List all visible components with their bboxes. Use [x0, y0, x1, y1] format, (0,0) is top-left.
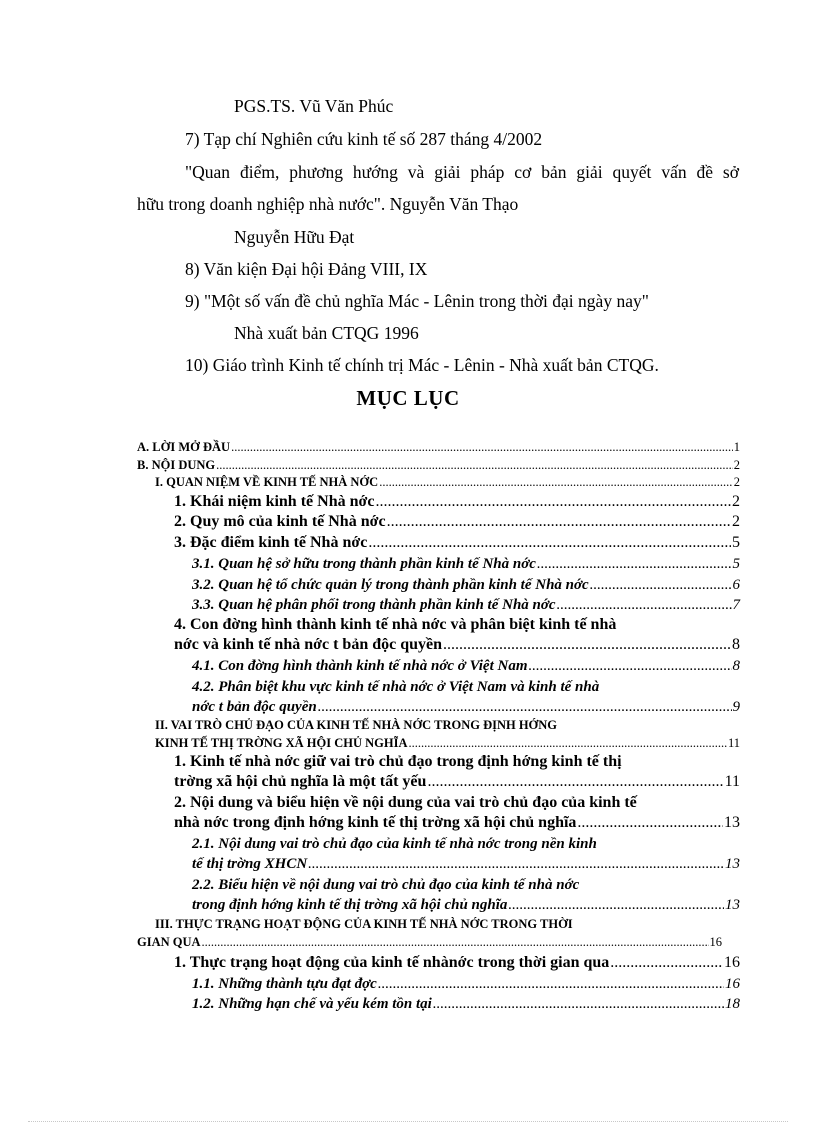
reference-author-line: Nguyễn Hữu Đạt [234, 227, 355, 247]
toc-entry-line1[interactable]: 4.2. Phân biệt khu vực kinh tế nhà nớc ở Việt Nam và kinh tế nhà [192, 679, 600, 695]
toc-entry[interactable]: 3.2. Quan hệ tổ chức quản lý trong thành phần kinh tế Nhà nớc ..... 6 [192, 576, 740, 594]
toc-entry-line1[interactable]: II. VAI TRÒ CHỦ ĐẠO CỦA KINH TẾ NHÀ NỚC TRONG ĐỊNH HỚNG [155, 718, 558, 732]
toc-entry[interactable]: 1.1. Những thành tựu đạt đợc ..... 16 [192, 975, 740, 993]
toc-entry[interactable]: 1. Khái niệm kinh tế Nhà nớc ..... 2 [174, 493, 740, 511]
toc-entry[interactable]: trờng xã hội chủ nghĩa là một tất yếu ..... 11 [174, 773, 740, 791]
toc-entry-line1[interactable]: 4. Con đờng hình thành kinh tế nhà nớc và phân biệt kinh tế nhà [174, 616, 617, 633]
page-bottom-divider [28, 1121, 788, 1122]
toc-entry[interactable]: B. NỘI DUNG ..... 2 [137, 458, 740, 472]
reference-item-7: 7) Tạp chí Nghiên cứu kinh tế số 287 tháng 4/2002 [185, 129, 543, 149]
toc-entry[interactable]: A. LỜI MỞ ĐẦU ..... 1 [137, 440, 740, 454]
reference-item-8: 8) Văn kiện Đại hội Đảng VIII, IX [185, 259, 428, 279]
toc-entry[interactable]: GIAN QUA ..... 16 [137, 935, 722, 949]
toc-entry[interactable]: 3.3. Quan hệ phân phối trong thành phần kinh tế Nhà nớc ..... 7 [192, 596, 740, 614]
toc-entry[interactable]: 4.1. Con đờng hình thành kinh tế nhà nớc ở Việt Nam ..... 8 [192, 657, 740, 675]
toc-entry[interactable]: nhà nớc trong định hớng kinh tế thị trờng xã hội chủ nghĩa ..... 13 [174, 814, 740, 832]
toc-entry[interactable]: 2. Quy mô của kinh tế Nhà nớc ..... 2 [174, 513, 740, 531]
toc-entry[interactable]: 1.2. Những hạn chế và yếu kém tồn tại ..... 18 [192, 995, 740, 1013]
toc-entry[interactable]: nớc và kinh tế nhà nớc t bản độc quyền ..... 8 [174, 636, 740, 654]
toc-entry-line1[interactable]: III. THỰC TRẠNG HOẠT ĐỘNG CỦA KINH TẾ NHÀ NỚC TRONG THỜI [155, 917, 573, 931]
toc-entry[interactable]: KINH TẾ THỊ TRỜNG XÃ HỘI CHỦ NGHĨA ..... 11 [155, 736, 740, 750]
toc-entry[interactable]: 1. Thực trạng hoạt động của kinh tế nhànớc trong thời gian qua ..... 16 [174, 954, 740, 972]
toc-entry[interactable]: tế thị trờng XHCN ..... 13 [192, 855, 740, 873]
reference-item-10: 10) Giáo trình Kinh tế chính trị Mác - Lênin - Nhà xuất bản CTQG. [185, 355, 659, 375]
toc-entry[interactable]: nớc t bản độc quyền ..... 9 [192, 698, 740, 716]
toc-entry[interactable]: 3. Đặc điểm kinh tế Nhà nớc ..... 5 [174, 534, 740, 552]
toc-entry[interactable]: 3.1. Quan hệ sở hữu trong thành phần kinh tế Nhà nớc ..... 5 [192, 555, 740, 573]
toc-entry-line1[interactable]: 2. Nội dung và biểu hiện về nội dung của vai trò chủ đạo của kinh tế [174, 794, 637, 811]
reference-quote-line: "Quan điểm, phương hướng và giải pháp cơ bản giải quyết vấn đề sở [185, 162, 739, 182]
toc-title: MỤC LỤC [356, 386, 460, 410]
reference-item-9: 9) "Một số vấn đề chủ nghĩa Mác - Lênin trong thời đại ngày nay" [185, 291, 649, 311]
reference-publisher-line: Nhà xuất bản CTQG 1996 [234, 323, 419, 343]
reference-author-line: PGS.TS. Vũ Văn Phúc [234, 96, 394, 116]
toc-entry[interactable]: I. QUAN NIỆM VỀ KINH TẾ NHÀ NỚC ..... 2 [155, 475, 740, 489]
toc-entry-line1[interactable]: 1. Kinh tế nhà nớc giữ vai trò chủ đạo trong định hớng kinh tế thị [174, 753, 622, 770]
toc-entry-line1[interactable]: 2.2. Biểu hiện về nội dung vai trò chủ đạo của kinh tế nhà nớc [192, 877, 580, 893]
toc-entry[interactable]: trong định hớng kinh tế thị trờng xã hội chủ nghĩa ..... 13 [192, 896, 740, 914]
toc-entry-line1[interactable]: 2.1. Nội dung vai trò chủ đạo của kinh tế nhà nớc trong nền kinh [192, 836, 597, 852]
reference-quote-continuation: hữu trong doanh nghiệp nhà nước". Nguyễn Văn Thạo [137, 194, 519, 214]
